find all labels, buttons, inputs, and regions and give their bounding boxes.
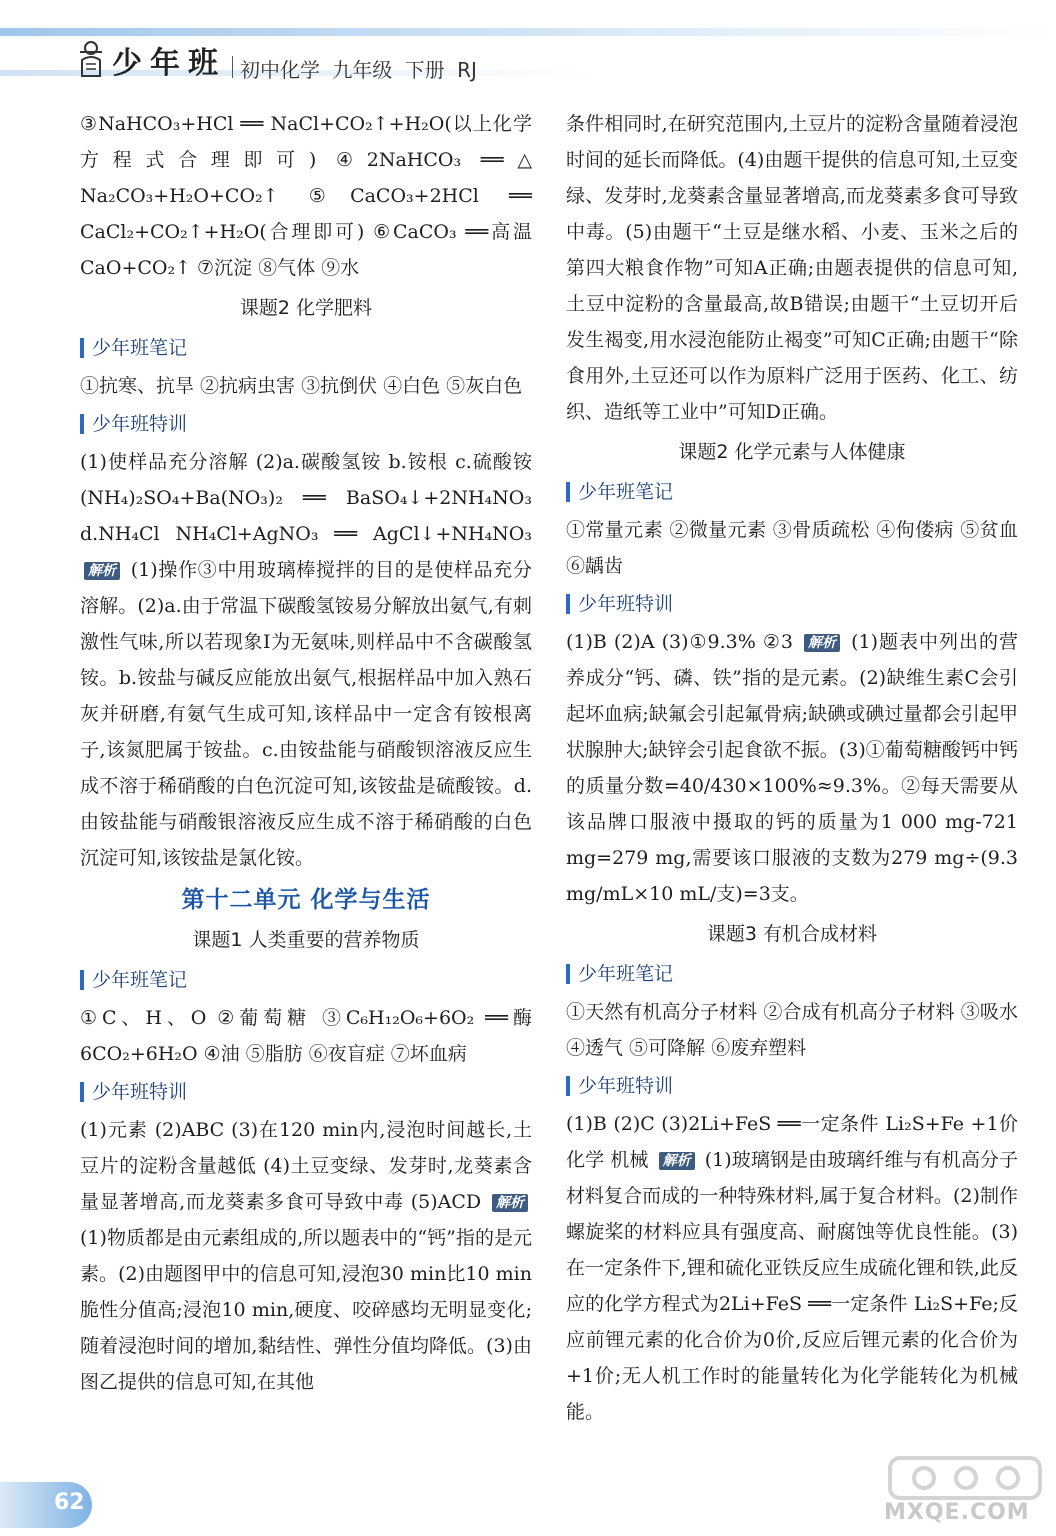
- lesson-title: 课题1 人类重要的营养物质: [192, 929, 420, 951]
- notes-answers: ①抗寒、抗旱 ②抗病虫害 ③抗倒伏 ④白色 ⑤灰白色: [80, 375, 523, 397]
- left-column: [80, 106, 532, 1400]
- analysis-tag: 解析: [492, 1194, 528, 1212]
- notes-answers: ①天然有机高分子材料 ②合成有机高分子材料 ③吸水 ④透气 ⑤可降解 ⑥废弃塑料: [566, 1001, 1018, 1059]
- section-bar: [566, 482, 570, 502]
- section-heading: [80, 406, 532, 442]
- analysis-text: (1)物质都是由元素组成的,所以题表中的“钙”指的是元素。(2)由题图甲中的信息可知,浸泡30 min比10 min脆性分值高;浸泡10 min,硬度、咬碎感均无明显变化;随着浸泡时间的增加,黏结性、弹性分值均降低。(3)由图乙提供的信息可知,在其他: [80, 1227, 532, 1393]
- notes-answers: ①常量元素 ②微量元素 ③骨质疏松 ④佝偻病 ⑤贫血 ⑥龋齿: [566, 519, 1018, 577]
- notes-answers: ①C、H、O ②葡萄糖 ③C₆H₁₂O₆+6O₂ ══酶 6CO₂+6H₂O ④油 ⑤脂肪 ⑥夜盲症 ⑦坏血病: [80, 1007, 532, 1065]
- training-answer-text: (1)B (2)C (3)2Li+FeS ══一定条件 Li₂S+Fe +1价 化学 机械: [566, 1113, 1018, 1171]
- section-heading: [80, 962, 532, 998]
- analysis-text: (1)玻璃钢是由玻璃纤维与有机高分子材料复合而成的一种特殊材料,属于复合材料。(2)制作螺旋桨的材料应具有强度高、耐腐蚀等优良性能。(3)在一定条件下,锂和硫化亚铁反应生成硫化锂和铁,此反应的化学方程式为2Li+FeS ══一定条件 Li₂S+Fe;反应前锂元素的化合价为0价,反应后锂元素的化合价为+1价;无人机工作时的能量转化为化学能转化为机械能。: [566, 1149, 1019, 1423]
- section-bar: [80, 1082, 84, 1102]
- answer-paragraph: ③NaHCO₃+HCl ══ NaCl+CO₂↑+H₂O(以上化学方程式合理即可) ④2NaHCO₃ ══△ Na₂CO₃+H₂O+CO₂↑ ⑤CaCO₃+2HCl ══ CaCl₂+CO₂↑+H₂O(合理即可) ⑥CaCO₃ ══高温 CaO+CO₂↑ ⑦沉淀 ⑧气体 ⑨水: [80, 113, 532, 279]
- section-heading: [80, 1074, 532, 1110]
- lesson-title: 课题2 化学肥料: [239, 297, 373, 319]
- analysis-tag: 解析: [804, 634, 840, 652]
- unit-title: 第十二单元 化学与生活: [181, 887, 431, 913]
- analysis-tag: 解析: [659, 1152, 695, 1170]
- section-heading: [566, 586, 1018, 622]
- section-heading: [566, 474, 1018, 510]
- training-answers: [566, 624, 1018, 912]
- training-answer-text: (1)B (2)A (3)①9.3% ②3: [566, 631, 793, 653]
- training-answer-text: (1)使样品充分溶解 (2)a.碳酸氢铵 b.铵根 c.硫酸铵 (NH₄)₂SO₄+Ba(NO₃)₂ ══ BaSO₄↓+2NH₄NO₃ d.NH₄Cl NH₄Cl+AgNO₃ ══ AgCl↓+NH₄NO₃: [80, 451, 532, 545]
- section-heading: [566, 956, 1018, 992]
- page-number-tab: [0, 1482, 92, 1528]
- analysis-text: (1)操作③中用玻璃棒搅拌的目的是使样品充分溶解。(2)a.由于常温下碳酸氢铵易分解放出氨气,有刺激性气味,所以若现象I为无氨味,则样品中不含碳酸氢铵。b.铵盐与碱反应能放出氨气,根据样品中加入熟石灰并研磨,有氨气生成可知,该样品中一定含有铵根离子,该氮肥属于铵盐。c.由铵盐能与硝酸钡溶液反应生成不溶于稀硝酸的白色沉淀可知,该铵盐是硫酸铵。d.由铵盐能与硝酸银溶液反应生成不溶于稀硝酸的白色沉淀可知,该铵盐是氯化铵。: [80, 559, 532, 869]
- header-separator: [232, 56, 233, 78]
- section-bar: [566, 594, 570, 614]
- section-title: 少年班笔记: [92, 337, 188, 359]
- header-subtitle: 初中化学 九年级 下册 RJ: [240, 58, 477, 82]
- lesson-title: 课题3 有机合成材料: [706, 923, 878, 945]
- training-answer-text: (1)元素 (2)ABC (3)在120 min内,浸泡时间越长,土豆片的淀粉含量越低 (4)土豆变绿、发芽时,龙葵素含量显著增高,而龙葵素多食可导致中毒 (5)ACD: [80, 1119, 532, 1213]
- section-bar: [80, 970, 84, 990]
- analysis-text: (1)题表中列出的营养成分“钙、磷、铁”指的是元素。(2)缺维生素C会引起坏血病;缺氟会引起氟骨病;缺碘或碘过量都会引起甲状腺肿大;缺锌会引起食欲不振。(3)①葡萄糖酸钙中钙的质量分数=40/430×100%≈9.3%。②每天需要从该品牌口服液中摄取的钙的质量为1 000 mg-721 mg=279 mg,需要该口服液的支数为279 mg÷(9.3 mg/mL×10 mL/支)=3支。: [566, 631, 1018, 905]
- analysis-continued: 条件相同时,在研究范围内,土豆片的淀粉含量随着浸泡时间的延长而降低。(4)由题干提供的信息可知,土豆变绿、发芽时,龙葵素含量显著增高,而龙葵素多食可导致中毒。(5)由题干“土豆是继水稻、小麦、玉米之后的第四大粮食作物”可知A正确;由题表提供的信息可知,土豆中淀粉的含量最高,故B错误;由题干“土豆切开后发生褐变,用水浸泡能防止褐变”可知C正确;由题干“除食用外,土豆还可以作为原料广泛用于医药、化工、纺织、造纸等工业中”可知D正确。: [566, 113, 1018, 423]
- brand-title: 少年班: [112, 46, 226, 81]
- section-title: 少年班特训: [578, 593, 674, 615]
- student-logo-icon: [74, 38, 108, 80]
- training-answers: [566, 1106, 1018, 1430]
- analysis-tag: 解析: [84, 562, 120, 580]
- section-bar: [566, 1076, 570, 1096]
- section-title: 少年班特训: [92, 1081, 188, 1103]
- training-answers: [80, 444, 532, 876]
- watermark-text: MXQE.COM: [884, 1500, 1030, 1525]
- section-heading: [80, 330, 532, 366]
- section-heading: [566, 1068, 1018, 1104]
- section-bar: [80, 414, 84, 434]
- page-header: [0, 0, 1056, 100]
- header-band: [0, 28, 1056, 36]
- page-number: 62: [54, 1490, 85, 1515]
- section-title: 少年班笔记: [578, 481, 674, 503]
- right-column: [566, 106, 1018, 1430]
- section-title: 少年班特训: [578, 1075, 674, 1097]
- section-title: 少年班笔记: [578, 963, 674, 985]
- section-title: 少年班特训: [92, 413, 188, 435]
- lesson-title: 课题2 化学元素与人体健康: [678, 441, 906, 463]
- section-bar: [80, 338, 84, 358]
- section-title: 少年班笔记: [92, 969, 188, 991]
- training-answers: [80, 1112, 532, 1400]
- section-bar: [566, 964, 570, 984]
